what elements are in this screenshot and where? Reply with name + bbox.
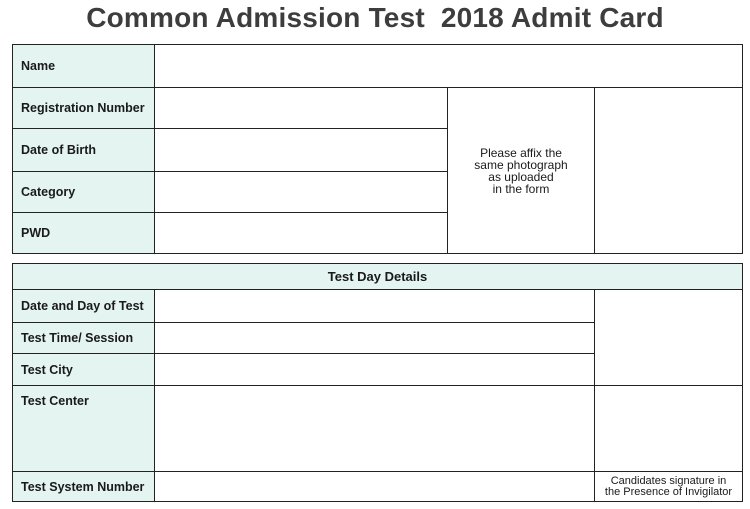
pwd-field[interactable] [155,213,448,253]
test-day-heading: Test Day Details [13,264,742,290]
personal-details-table [12,44,743,254]
page-title [0,2,750,34]
pwd-label: PWD [13,213,155,253]
test-day-table [12,263,743,502]
test-date-day-field[interactable] [155,290,595,323]
test-city-field[interactable] [155,354,595,386]
signature-area [595,386,742,472]
photo-instruction: Please affix the same photograph as uploaded in the form [474,145,568,196]
test-date-day-label: Date and Day of Test [13,290,155,323]
test-time-session-field[interactable] [155,323,595,354]
test-center-label: Test Center [13,386,155,472]
date-of-birth-field[interactable] [155,129,448,172]
test-system-number-label: Test System Number [13,472,155,501]
name-field[interactable] [155,45,742,88]
test-city-label: Test City [13,354,155,386]
right-blank-area [595,290,742,386]
registration-number-field[interactable] [155,88,448,129]
photo-box [448,88,595,253]
signature-caption: Candidates signature in the Presence of Invigilator [604,475,733,498]
title-admit-card: 2018 Admit Card [440,2,664,33]
category-label: Category [13,172,155,213]
date-of-birth-label: Date of Birth [13,129,155,172]
category-field[interactable] [155,172,448,213]
title-exam-name: Common Admission Test [86,2,425,33]
photo-area [595,88,742,253]
test-time-session-label: Test Time/ Session [13,323,155,354]
test-system-number-field[interactable] [155,472,595,501]
registration-number-label: Registration Number [13,88,155,129]
name-label: Name [13,45,155,88]
test-center-field[interactable] [155,386,595,472]
